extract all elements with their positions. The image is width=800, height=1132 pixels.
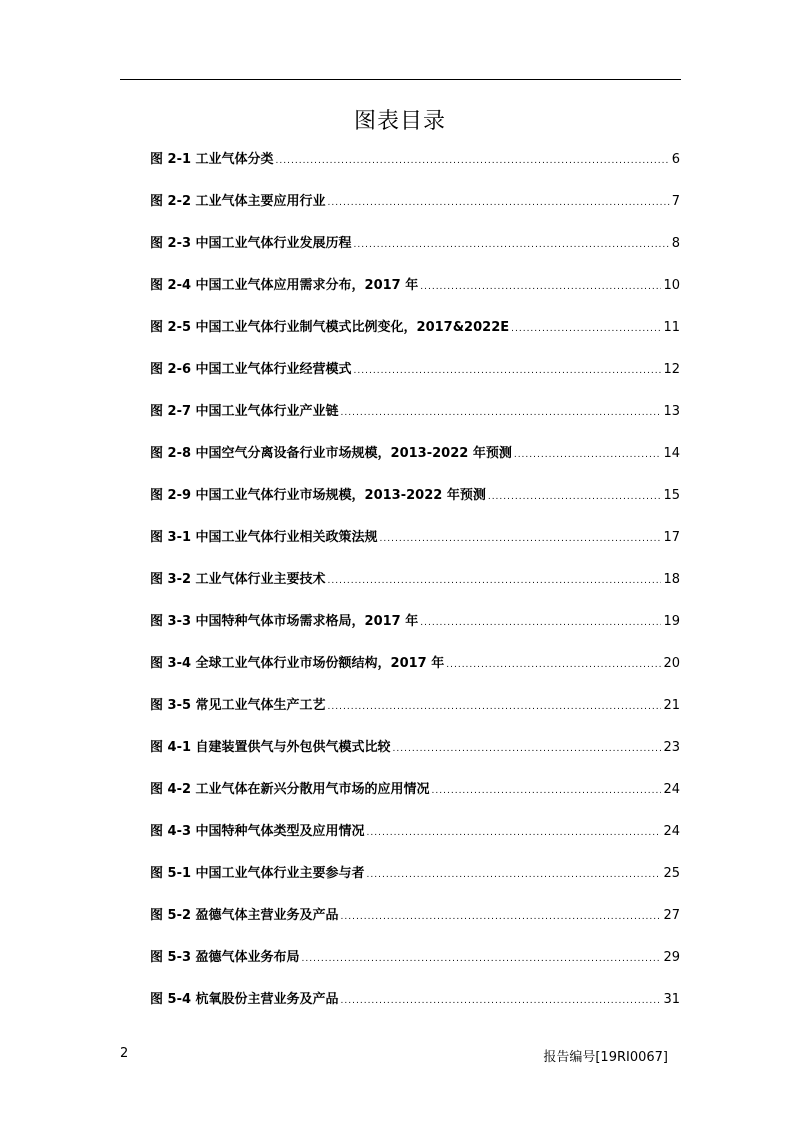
toc-entry[interactable] <box>150 359 680 401</box>
toc-entry-page: 10 <box>663 278 680 293</box>
toc-entry-label: 图 4-2 工业气体在新兴分散用气市场的应用情况 <box>150 782 430 797</box>
toc-entry-page: 6 <box>671 152 680 167</box>
toc-entry[interactable] <box>150 443 680 485</box>
dot-leader <box>446 654 661 676</box>
footer-page-number: 2 <box>120 1046 129 1061</box>
toc-entry[interactable] <box>150 653 680 695</box>
dot-leader <box>420 276 661 298</box>
dot-leader <box>488 486 662 508</box>
dot-leader <box>393 738 662 760</box>
toc-entry-page: 24 <box>663 824 680 839</box>
toc-entry[interactable] <box>150 149 680 191</box>
toc-entry[interactable] <box>150 737 680 779</box>
toc-entry-page: 7 <box>671 194 680 209</box>
toc-entry[interactable] <box>150 779 680 821</box>
dot-leader <box>341 402 662 424</box>
toc-entry-page: 19 <box>663 614 680 629</box>
dot-leader <box>514 444 662 466</box>
dot-leader <box>328 192 670 214</box>
toc-entry-page: 11 <box>663 320 680 335</box>
toc-entry-page: 27 <box>663 908 680 923</box>
dot-leader <box>341 906 662 928</box>
dot-leader <box>276 150 670 172</box>
dot-leader <box>302 948 662 970</box>
toc-entry[interactable] <box>150 401 680 443</box>
toc-entry[interactable] <box>150 191 680 233</box>
toc-entry[interactable] <box>150 275 680 317</box>
toc-entry[interactable] <box>150 485 680 527</box>
toc-entry-label: 图 2-7 中国工业气体行业产业链 <box>150 404 339 419</box>
toc-entry-page: 18 <box>663 572 680 587</box>
toc-entry-label: 图 2-4 中国工业气体应用需求分布，2017 年 <box>150 278 419 293</box>
table-of-figures <box>150 149 680 1031</box>
toc-entry[interactable] <box>150 695 680 737</box>
toc-entry[interactable] <box>150 317 680 359</box>
toc-entry[interactable] <box>150 569 680 611</box>
page-title: 图表目录 <box>353 109 446 134</box>
toc-entry-page: 12 <box>663 362 680 377</box>
toc-entry-label: 图 2-1 工业气体分类 <box>150 152 274 167</box>
toc-entry-label: 图 3-5 常见工业气体生产工艺 <box>150 698 326 713</box>
toc-entry-label: 图 3-3 中国特种气体市场需求格局，2017 年 <box>150 614 419 629</box>
dot-leader <box>354 234 670 256</box>
dot-leader <box>367 822 662 844</box>
toc-entry-page: 25 <box>663 866 680 881</box>
toc-entry-label: 图 5-3 盈德气体业务布局 <box>150 950 300 965</box>
dot-leader <box>380 528 662 550</box>
header-rule <box>120 79 681 80</box>
dot-leader <box>328 696 662 718</box>
toc-entry-label: 图 2-3 中国工业气体行业发展历程 <box>150 236 352 251</box>
dot-leader <box>367 864 662 886</box>
toc-entry-page: 31 <box>663 992 680 1007</box>
toc-entry[interactable] <box>150 233 680 275</box>
toc-entry-page: 24 <box>663 782 680 797</box>
toc-entry[interactable] <box>150 527 680 569</box>
toc-entry-page: 20 <box>663 656 680 671</box>
toc-entry-page: 29 <box>663 950 680 965</box>
toc-entry-label: 图 3-1 中国工业气体行业相关政策法规 <box>150 530 378 545</box>
toc-entry-page: 13 <box>663 404 680 419</box>
dot-leader <box>341 990 662 1012</box>
dot-leader <box>511 318 661 340</box>
toc-entry-page: 8 <box>671 236 680 251</box>
toc-entry-page: 17 <box>663 530 680 545</box>
toc-entry-label: 图 2-5 中国工业气体行业制气模式比例变化，2017&2022E <box>150 320 510 335</box>
toc-entry[interactable] <box>150 947 680 989</box>
toc-entry[interactable] <box>150 821 680 863</box>
toc-entry-page: 23 <box>663 740 680 755</box>
toc-entry-page: 14 <box>663 446 680 461</box>
toc-entry-page: 15 <box>663 488 680 503</box>
dot-leader <box>432 780 662 802</box>
toc-entry-label: 图 2-6 中国工业气体行业经营模式 <box>150 362 352 377</box>
toc-entry-label: 图 4-1 自建装置供气与外包供气模式比较 <box>150 740 391 755</box>
toc-entry-page: 21 <box>663 698 680 713</box>
toc-entry-label: 图 4-3 中国特种气体类型及应用情况 <box>150 824 365 839</box>
toc-entry-label: 图 3-2 工业气体行业主要技术 <box>150 572 326 587</box>
toc-entry-label: 图 2-9 中国工业气体行业市场规模，2013-2022 年预测 <box>150 488 486 503</box>
toc-entry-label: 图 5-4 杭氧股份主营业务及产品 <box>150 992 339 1007</box>
toc-entry[interactable] <box>150 611 680 653</box>
toc-entry-label: 图 3-4 全球工业气体行业市场份额结构，2017 年 <box>150 656 445 671</box>
toc-entry-label: 图 2-2 工业气体主要应用行业 <box>150 194 326 209</box>
dot-leader <box>328 570 662 592</box>
toc-entry-label: 图 5-1 中国工业气体行业主要参与者 <box>150 866 365 881</box>
toc-entry-label: 图 5-2 盈德气体主营业务及产品 <box>150 908 339 923</box>
toc-entry[interactable] <box>150 905 680 947</box>
toc-entry[interactable] <box>150 863 680 905</box>
dot-leader <box>354 360 662 382</box>
dot-leader <box>420 612 661 634</box>
toc-entry[interactable] <box>150 989 680 1031</box>
footer-report-code: 报告编号[19RI0067] <box>543 1050 668 1065</box>
toc-entry-label: 图 2-8 中国空气分离设备行业市场规模，2013-2022 年预测 <box>150 446 512 461</box>
